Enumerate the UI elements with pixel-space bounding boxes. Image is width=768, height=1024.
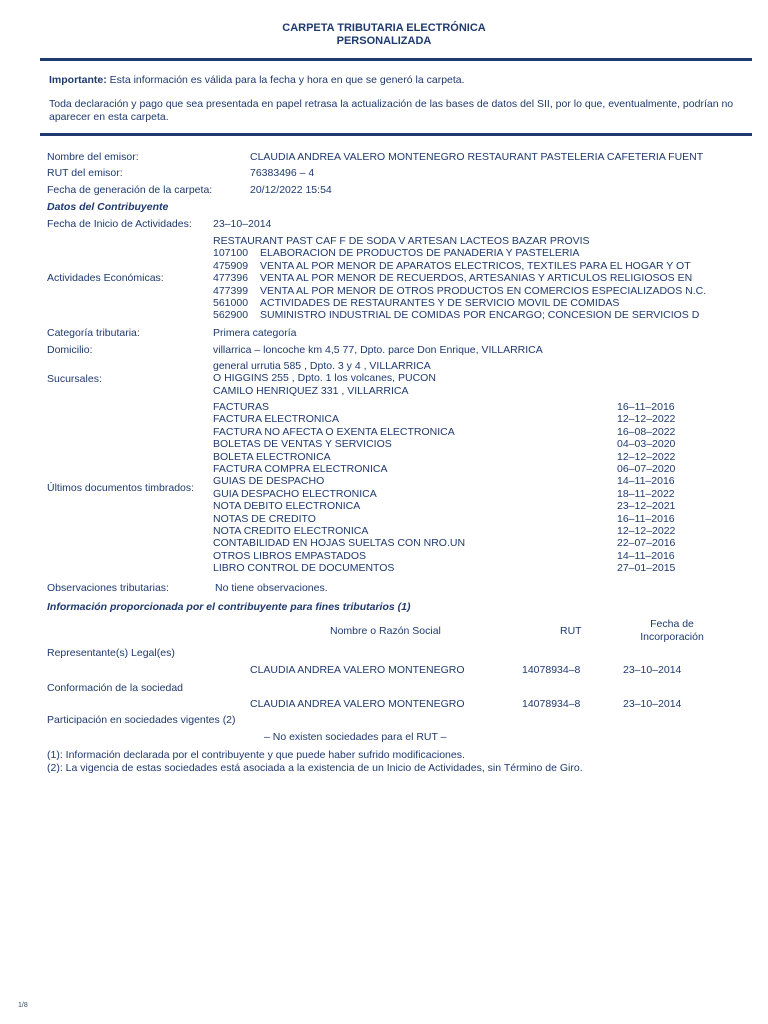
documento-date: 16–11–2016 — [617, 401, 675, 413]
footnote-2: (2): La vigencia de estas sociedades está asociada a la existencia de un Inicio de Actividades, sin Término de Giro. — [47, 762, 583, 774]
observaciones-value: No tiene observaciones. — [215, 582, 328, 594]
participacion-label: Participación en sociedades vigentes (2) — [47, 714, 236, 726]
representante-rut: 14078934–8 — [522, 664, 581, 676]
documento-name: OTROS LIBROS EMPASTADOS — [213, 549, 367, 562]
notice-divider — [40, 133, 752, 136]
emisor-rut-value: 76383496 – 4 — [250, 167, 315, 179]
inicio-actividades-label: Fecha de Inicio de Actividades: — [47, 218, 192, 230]
conformacion-date: 23–10–2014 — [623, 698, 682, 710]
documento-date: 12–12–2022 — [617, 450, 676, 463]
actividad-row — [213, 297, 706, 309]
documento-date: 16–08–2022 — [617, 425, 676, 438]
actividad-row — [213, 309, 706, 321]
actividad-desc: SUMINISTRO INDUSTRIAL DE COMIDAS POR ENCARGO; CONCESION DE SERVICIOS D — [260, 309, 700, 322]
actividad-row — [213, 272, 706, 284]
domicilio-label: Domicilio: — [47, 344, 93, 356]
actividad-desc: VENTA AL POR MENOR DE RECUERDOS, ARTESANIAS Y ARTICULOS RELIGIOSOS EN — [260, 272, 693, 285]
observaciones-label: Observaciones tributarias: — [47, 582, 169, 594]
documento-row — [213, 451, 675, 463]
documento-date: 18–11–2022 — [617, 487, 675, 500]
documento-row — [213, 463, 675, 475]
actividad-code: 477396 — [213, 272, 249, 285]
actividad-code: 475909 — [213, 259, 249, 272]
documento-name: FACTURAS — [213, 401, 270, 413]
conformacion-name: CLAUDIA ANDREA VALERO MONTENEGRO — [250, 698, 465, 710]
sucursales-list — [213, 360, 436, 397]
actividad-code: 562900 — [213, 309, 249, 322]
documento-row — [213, 500, 675, 512]
documento-row — [213, 475, 675, 487]
actividad-desc: RESTAURANT PAST CAF F DE SODA V ARTESAN LACTEOS BAZAR PROVIS — [213, 235, 590, 247]
notice-paragraph-line2: aparecer en esta carpeta. — [49, 111, 169, 123]
sucursales-label: Sucursales: — [47, 373, 102, 385]
documento-row — [213, 488, 675, 500]
documento-date: 22–07–2016 — [617, 537, 676, 550]
documento-row — [213, 513, 675, 525]
conformacion-rut: 14078934–8 — [522, 698, 581, 710]
documento-date: 12–12–2022 — [617, 413, 676, 426]
documento-row — [213, 413, 675, 425]
documento-date: 12–12–2022 — [617, 525, 676, 538]
generation-date-label: Fecha de generación de la carpeta: — [47, 184, 213, 196]
documento-row — [213, 562, 675, 574]
documento-date: 06–07–2020 — [617, 463, 676, 476]
top-divider — [40, 58, 752, 61]
documento-name: GUIA DESPACHO ELECTRONICA — [213, 487, 377, 500]
documento-date: 04–03–2020 — [617, 438, 676, 451]
documento-row — [213, 401, 675, 413]
domicilio-value: villarrica – loncoche km 4,5 77, Dpto. parce Don Enrique, VILLARRICA — [213, 344, 543, 356]
important-text: Esta información es válida para la fecha y hora en que se generó la carpeta. — [109, 74, 465, 86]
actividad-desc: ACTIVIDADES DE RESTAURANTES Y DE SERVICIO MOVIL DE COMIDAS — [260, 297, 620, 310]
documento-date: 14–11–2016 — [617, 475, 675, 488]
conformacion-label: Conformación de la sociedad — [47, 682, 183, 694]
info-section-title: Información proporcionada por el contribuyente para fines tributarios (1) — [47, 601, 411, 613]
page-number: 1/8 — [18, 1002, 28, 1009]
col-header-date-line2: Incorporación — [640, 631, 704, 643]
actividades-list — [213, 235, 706, 322]
actividad-code: 561000 — [213, 297, 249, 310]
representante-name: CLAUDIA ANDREA VALERO MONTENEGRO — [250, 664, 465, 676]
documento-date: 27–01–2015 — [617, 562, 676, 575]
sucursal-item: general urrutia 585 , Dpto. 3 y 4 , VILLARRICA — [213, 360, 431, 372]
documento-row — [213, 438, 675, 450]
documento-name: NOTAS DE CREDITO — [213, 512, 316, 525]
actividad-desc: VENTA AL POR MENOR DE OTROS PRODUCTOS EN COMERCIOS ESPECIALIZADOS N.C. — [260, 284, 707, 297]
documento-row — [213, 426, 675, 438]
documento-name: BOLETAS DE VENTAS Y SERVICIOS — [213, 438, 392, 451]
col-header-date-line1: Fecha de — [650, 618, 694, 630]
categoria-value: Primera categoría — [213, 327, 297, 339]
documento-name: FACTURA COMPRA ELECTRONICA — [213, 463, 388, 476]
categoria-label: Categoría tributaria: — [47, 327, 140, 339]
inicio-actividades-value: 23–10–2014 — [213, 218, 272, 230]
documento-date: 23–12–2021 — [617, 500, 676, 513]
actividad-row — [213, 285, 706, 297]
emisor-name-value: CLAUDIA ANDREA VALERO MONTENEGRO RESTAURANT PASTELERIA CAFETERIA FUENT — [250, 151, 704, 163]
actividad-code: 107100 — [213, 247, 249, 260]
actividad-row — [213, 235, 706, 247]
documento-name: CONTABILIDAD EN HOJAS SUELTAS CON NRO.UN — [213, 537, 466, 550]
documento-name: NOTA DEBITO ELECTRONICA — [213, 500, 361, 513]
documento-date: 14–11–2016 — [617, 549, 675, 562]
footnote-1: (1): Información declarada por el contribuyente y que puede haber sufrido modificaciones. — [47, 749, 465, 761]
actividad-row — [213, 247, 706, 259]
actividad-desc: ELABORACION DE PRODUCTOS DE PANADERIA Y PASTELERIA — [260, 247, 580, 260]
actividad-desc: VENTA AL POR MENOR DE APARATOS ELECTRICOS, TEXTILES PARA EL HOGAR Y OT — [260, 259, 691, 272]
documento-row — [213, 550, 675, 562]
documento-date: 16–11–2016 — [617, 512, 675, 525]
documento-name: NOTA CREDITO ELECTRONICA — [213, 525, 369, 538]
documento-name: GUIAS DE DESPACHO — [213, 475, 325, 488]
important-label: Importante: — [49, 74, 107, 86]
sucursal-item: O HIGGINS 255 , Dpto. 1 los volcanes, PUCON — [213, 372, 436, 385]
documento-row — [213, 537, 675, 549]
actividades-label: Actividades Económicas: — [47, 272, 164, 284]
documentos-label: Últimos documentos timbrados: — [47, 482, 195, 494]
actividad-code: 477399 — [213, 284, 249, 297]
notice-paragraph-line1: Toda declaración y pago que sea presentada en papel retrasa la actualización de las bases de datos del SII, por lo que, eventualmente, podrían no — [49, 98, 734, 110]
representantes-label: Representante(s) Legal(es) — [47, 647, 175, 659]
generation-date-value: 20/12/2022 15:54 — [250, 184, 332, 196]
emisor-rut-label: RUT del emisor: — [47, 167, 123, 179]
sucursal-item: CAMILO HENRIQUEZ 331 , VILLARRICA — [213, 384, 409, 397]
representante-date: 23–10–2014 — [623, 664, 682, 676]
emisor-name-label: Nombre del emisor: — [47, 151, 139, 163]
page-title-line2: PERSONALIZADA — [336, 35, 432, 47]
actividad-row — [213, 260, 706, 272]
col-header-rut: RUT — [560, 625, 582, 637]
col-header-name: Nombre o Razón Social — [330, 625, 441, 637]
documento-row — [213, 525, 675, 537]
participacion-value: – No existen sociedades para el RUT – — [264, 731, 447, 743]
documento-name: LIBRO CONTROL DE DOCUMENTOS — [213, 562, 395, 575]
page-title-line1: CARPETA TRIBUTARIA ELECTRÓNICA — [282, 22, 486, 34]
documento-name: BOLETA ELECTRONICA — [213, 450, 331, 463]
documento-name: FACTURA NO AFECTA O EXENTA ELECTRONICA — [213, 425, 455, 438]
contribuyente-section-title: Datos del Contribuyente — [47, 201, 169, 213]
important-notice — [49, 74, 465, 86]
documentos-list — [213, 401, 675, 575]
documento-name: FACTURA ELECTRONICA — [213, 413, 340, 426]
